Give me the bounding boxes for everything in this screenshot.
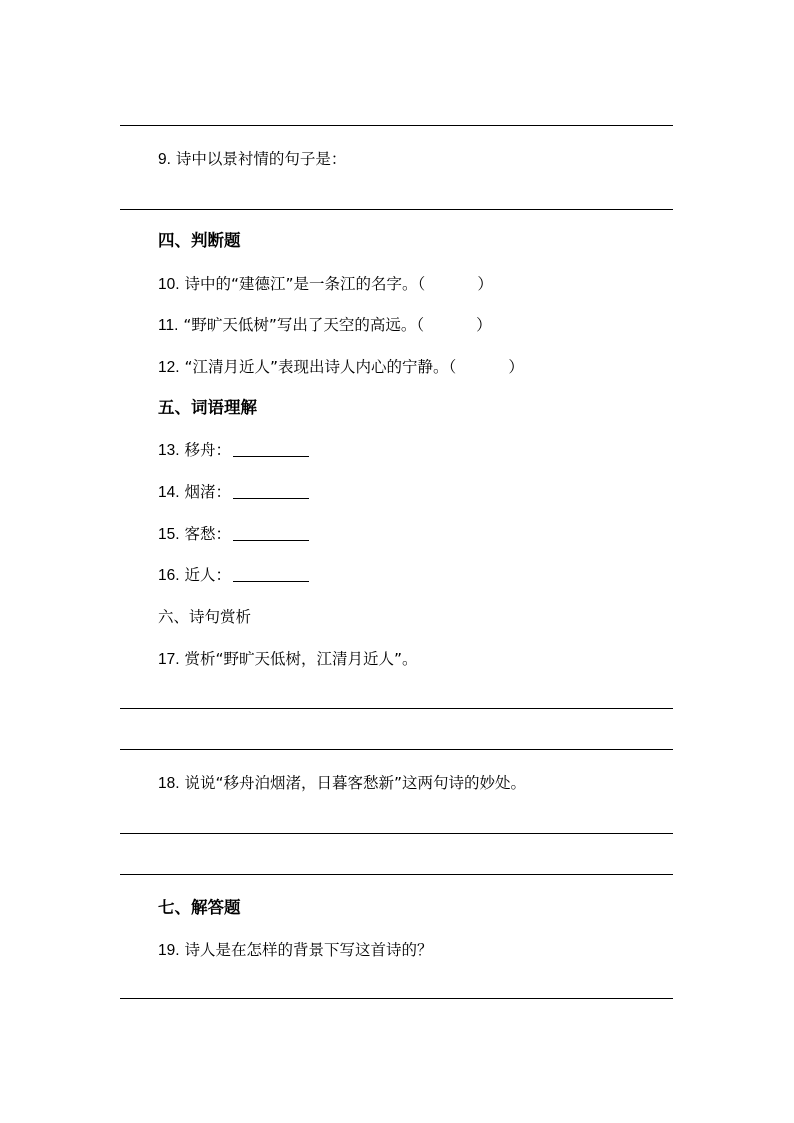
question-number: 16. [158,567,180,584]
question-text: 客愁： [184,525,232,543]
question-number: 18. [158,775,180,792]
question-text: 近人： [184,566,232,584]
question-text: 诗人是在怎样的背景下写这首诗的？ [184,941,433,959]
section-heading-vocabulary: 五、词语理解 [158,398,257,417]
question-number: 9. [158,151,171,168]
answer-line [120,874,673,875]
answer-line [120,125,673,126]
fill-blank[interactable] [233,567,309,582]
paren-close: ） [477,275,493,293]
section-heading-judgement: 四、判断题 [158,231,241,250]
question-19 [158,940,433,961]
answer-line [120,708,673,709]
question-text: “江清月近人”表现出诗人内心的宁静。（ [184,358,457,376]
fill-blank[interactable] [233,484,309,499]
answer-line [120,209,673,210]
question-12 [158,357,524,378]
answer-line [120,998,673,999]
question-number: 10. [158,276,180,293]
question-11 [158,315,492,336]
question-17 [158,649,418,670]
paren-close: ） [476,316,492,334]
section-heading-appreciation: 六、诗句赏析 [158,608,252,626]
question-number: 11. [158,317,179,334]
question-number: 12. [158,359,180,376]
fill-blank[interactable] [233,442,309,457]
question-text: 诗中以景衬情的句子是： [175,150,347,168]
question-number: 17. [158,651,180,668]
question-15 [158,524,309,545]
paren-close: ） [508,358,524,376]
question-number: 13. [158,442,180,459]
question-16 [158,565,309,586]
section-heading-answer: 七、解答题 [158,898,241,917]
question-10 [158,274,493,295]
question-number: 14. [158,484,180,501]
question-text: 移舟： [184,441,232,459]
fill-blank[interactable] [233,526,309,541]
answer-line [120,833,673,834]
question-text: 说说“移舟泊烟渚，日暮客愁新”这两句诗的妙处。 [184,774,527,792]
question-9 [158,149,346,170]
question-text: “野旷天低树”写出了天空的高远。（ [183,316,425,334]
question-number: 19. [158,942,180,959]
question-text: 诗中的“建德江”是一条江的名字。（ [184,275,426,293]
question-number: 15. [158,526,180,543]
question-text: 烟渚： [184,483,232,501]
question-14 [158,482,309,503]
answer-line [120,749,673,750]
question-13 [158,440,309,461]
question-text: 赏析“野旷天低树，江清月近人”。 [184,650,418,668]
question-18 [158,773,526,794]
